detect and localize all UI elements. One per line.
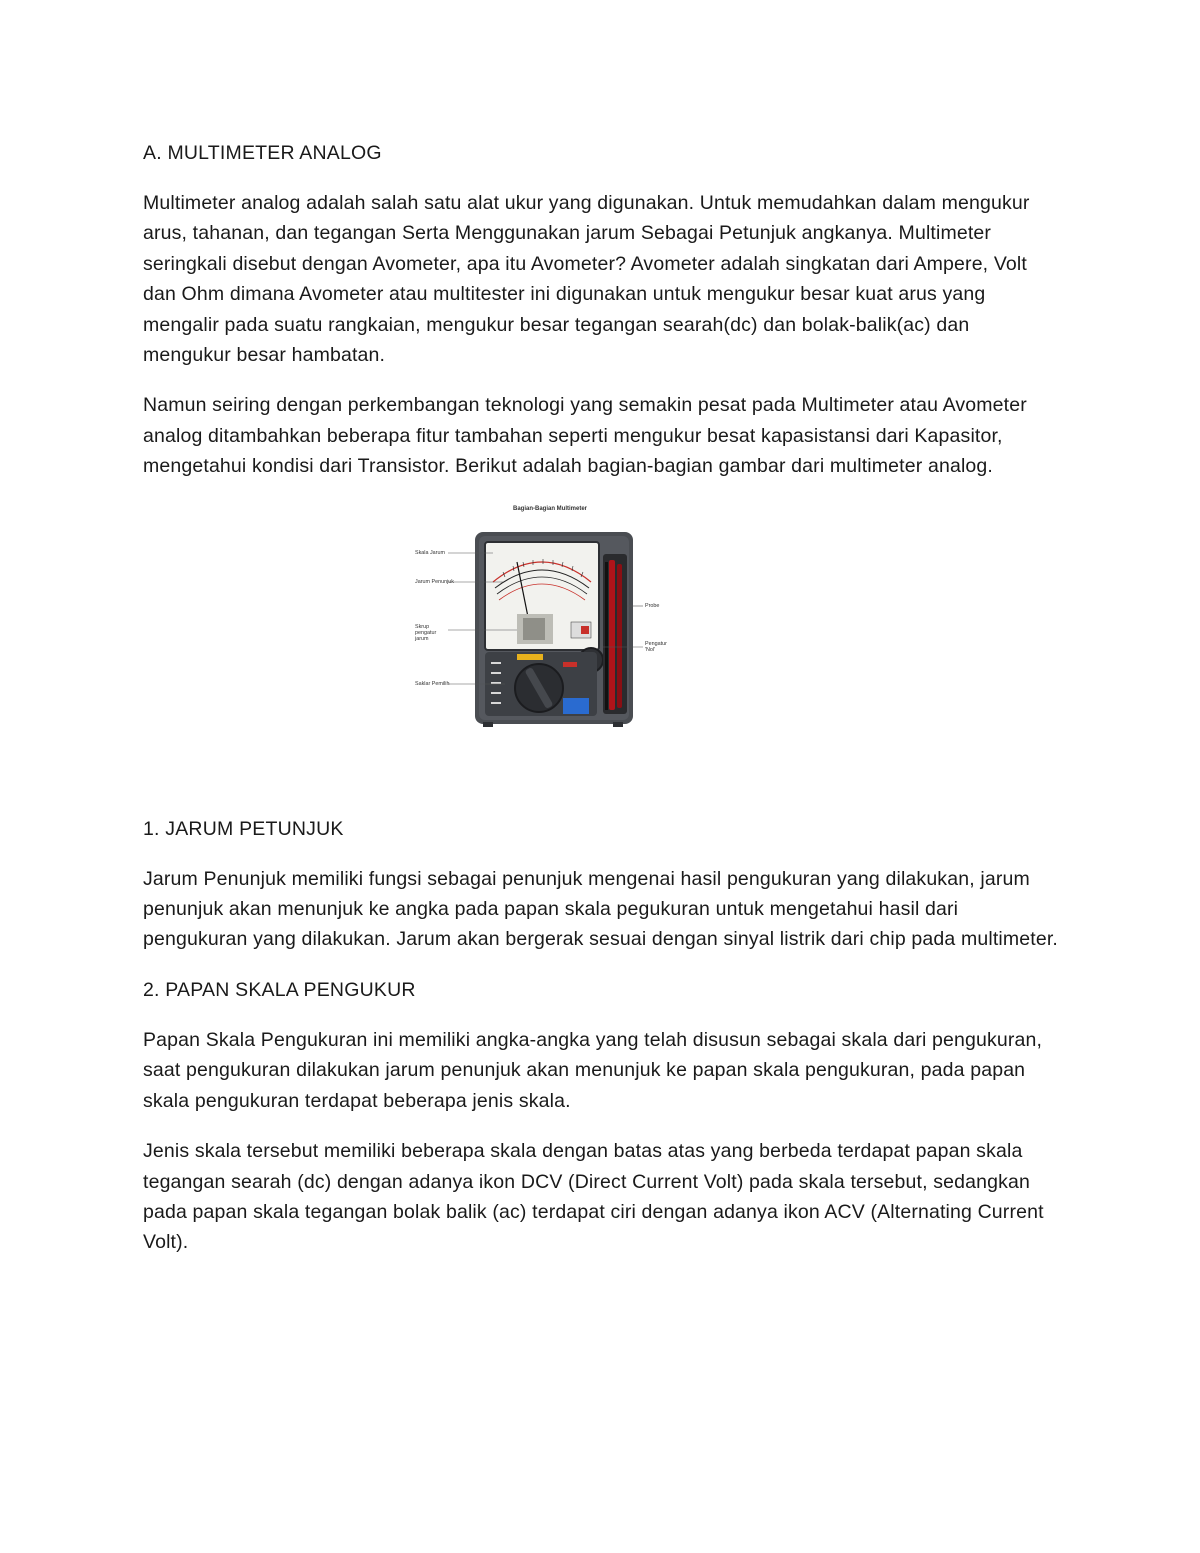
callout-saklar: Saklar Pemilih (415, 680, 450, 687)
section-1-paragraph: Jarum Penunjuk memiliki fungsi sebagai penunjuk mengenai hasil pengukuran yang dilakukan, jarum penunjuk akan menunjuk ke angka pada papan skala pegukuran untuk mengetahui hasil dari pengukuran yang dilakukan. Jarum akan bergerak sesuai dengan sinyal listrik dari chip pada multimeter. (143, 867, 1058, 951)
spacer (143, 802, 1058, 814)
probe-black (605, 562, 608, 710)
callout-sekrup: Skrup pengatur jarum (415, 623, 437, 642)
multimeter-illustration (413, 502, 675, 732)
section-1-heading: 1. JARUM PETUNJUK (143, 817, 344, 840)
callout-skala-jarum: Skala Jarum (415, 549, 445, 556)
document-content (143, 138, 1058, 1278)
section-a-heading: A. MULTIMETER ANALOG (143, 142, 382, 164)
section-2-paragraph-2: Jenis skala tersebut memiliki beberapa skala dengan batas atas yang berbeda terdapat papan skala tegangan searah (dc) dengan adanya ikon DCV (Direct Current Volt) pada skala tersebut, sedangkan pada papan skala tegangan bolak balik (ac) terdapat ciri dengan adanya ikon ACV (Alternating Current Volt). (143, 1140, 1044, 1254)
section-a-paragraph-2: Namun seiring dengan perkembangan teknologi yang semakin pesat pada Multimeter atau Avometer analog ditambahkan beberapa fitur tambahan seperti mengukur besat kapasistansi dari Kapasitor, mengetahui kondisi dari Transistor. Berikut adalah bagian-bagian gambar dari multimeter analog. (143, 394, 1027, 478)
figure-container (143, 502, 1058, 802)
section-2-heading: 2. PAPAN SKALA PENGUKUR (143, 978, 416, 1001)
multimeter-figure (413, 502, 675, 732)
callout-jarum-penunjuk: Jarum Penunjuk (415, 578, 454, 585)
section-2-paragraph-1: Papan Skala Pengukuran ini memiliki angka-angka yang telah disusun sebagai skala dari pengukuran, saat pengukuran dilakukan jarum penunjuk akan menunjuk ke papan skala pengukuran, pada papan skala pengukuran terdapat beberapa jenis skala. (143, 1028, 1043, 1112)
section-a-paragraph-1: Multimeter analog adalah salah satu alat ukur yang digunakan. Untuk memudahkan dalam mengukur arus, tahanan, dan tegangan Serta Menggunakan jarum Sebagai Petunjuk angkanya. Multimeter seringkali disebut dengan Avometer, apa itu Avometer? Avometer adalah singkatan dari Ampere, Volt dan Ohm dimana Avometer atau multitester ini digunakan untuk mengukur besar kuat arus yang mengalir pada suatu rangkaian, mengukur besar tegangan searah(dc) dan bolak-balik(ac) dan mengukur besar hambatan. (143, 192, 1030, 367)
label-yellow (517, 654, 543, 660)
label-blue (563, 698, 589, 714)
callout-probe: Probe (645, 602, 660, 609)
callout-pengatur: Pengatur 'Nol' (645, 640, 667, 653)
figure-title: Bagian-Bagian Multimeter (513, 505, 588, 512)
probe-red (609, 560, 615, 710)
